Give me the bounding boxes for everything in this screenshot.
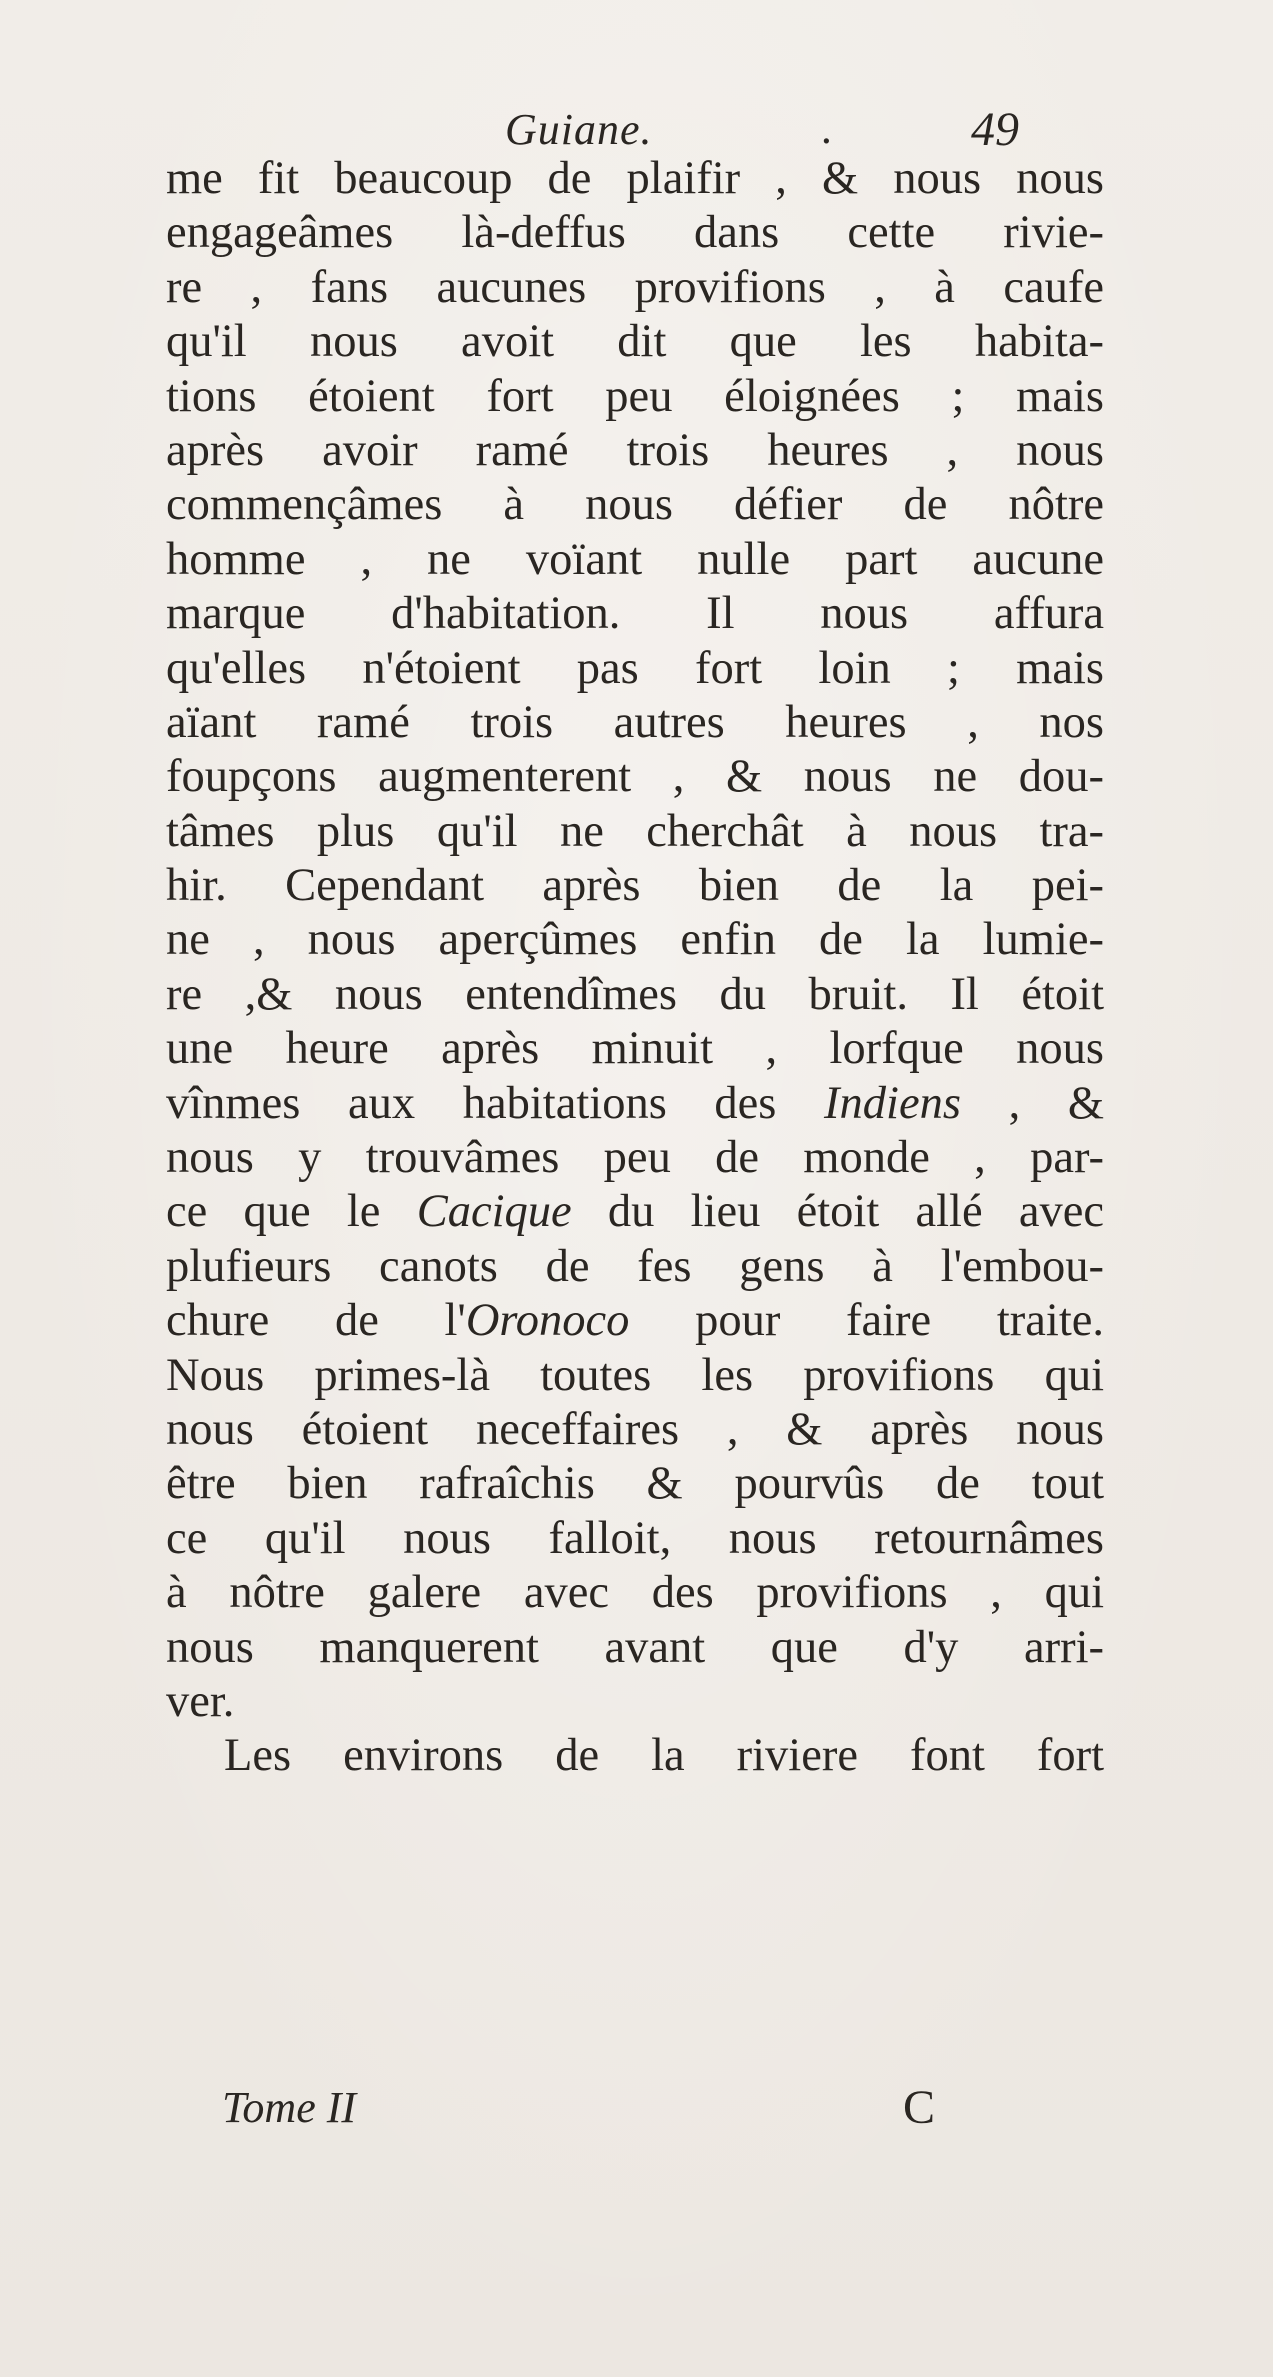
text-line: commençâmes à nous défier de nôtre (166, 479, 1104, 531)
text-line: ne , nous aperçûmes enfin de la lumie- (166, 914, 1104, 966)
italic-term: Indiens (824, 1077, 961, 1129)
text-line: engageâmes là-deffus dans cette rivie- (166, 207, 1104, 259)
running-head (0, 100, 1273, 160)
text-line: ver. (166, 1675, 235, 1727)
running-head-title: Guiane. (505, 105, 653, 154)
text-line: qu'il nous avoit dit que les habita- (166, 316, 1104, 368)
text-line: ce qu'il nous falloit, nous retournâmes (166, 1512, 1104, 1564)
text-line: marque d'habitation. Il nous affura (166, 588, 1104, 640)
text-line: une heure après minuit , lorfque nous (166, 1023, 1104, 1075)
volume-label: Tome II (222, 2083, 357, 2132)
text-line: tâmes plus qu'il ne cherchât à nous tra- (166, 805, 1104, 857)
text-line: ce que le Cacique du lieu étoit allé avec (166, 1186, 1104, 1238)
page-number: 49 (971, 103, 1019, 156)
running-head-mark: . (820, 107, 833, 153)
text-line: Nous primes-là toutes les provifions qui (166, 1349, 1104, 1401)
page-footer (0, 2078, 1273, 2138)
text-line: me fit beaucoup de plaifir , & nous nous (166, 153, 1104, 204)
text-line: être bien rafraîchis & pourvûs de tout (166, 1458, 1104, 1510)
text-line: à nôtre galere avec des provifions , qui (166, 1567, 1104, 1619)
text-line: chure de l'Oronoco pour faire traite. (166, 1295, 1104, 1347)
text-line: qu'elles n'étoient pas fort loin ; mais (166, 642, 1104, 694)
italic-term: Oronoco (465, 1295, 630, 1347)
text-line: plufieurs canots de fes gens à l'embou- (166, 1240, 1104, 1292)
text-line: nous y trouvâmes peu de monde , par- (166, 1132, 1104, 1184)
body-text (166, 152, 1104, 1784)
text-line: hir. Cependant après bien de la pei- (166, 860, 1104, 912)
signature-mark: C (903, 2081, 936, 2134)
text-line: vînmes aux habitations des Indiens , & (166, 1077, 1105, 1129)
text-line: tions étoient fort peu éloignées ; mais (166, 370, 1104, 422)
paragraph-start-line: Les environs de la riviere font fort (224, 1730, 1104, 1782)
italic-term: Cacique (416, 1186, 572, 1238)
text-line: après avoir ramé trois heures , nous (166, 424, 1104, 476)
text-line: nous manquerent avant que d'y arri- (166, 1621, 1104, 1673)
text-line: foupçons augmenterent , & nous ne dou- (166, 751, 1104, 803)
text-line: re ,& nous entendîmes du bruit. Il étoit (166, 968, 1104, 1020)
text-line: nous étoient neceffaires , & après nous (166, 1403, 1104, 1455)
text-line: re , fans aucunes provifions , à caufe (166, 261, 1104, 313)
text-line: aïant ramé trois autres heures , nos (166, 696, 1104, 748)
text-line: homme , ne voïant nulle part aucune (166, 533, 1104, 585)
